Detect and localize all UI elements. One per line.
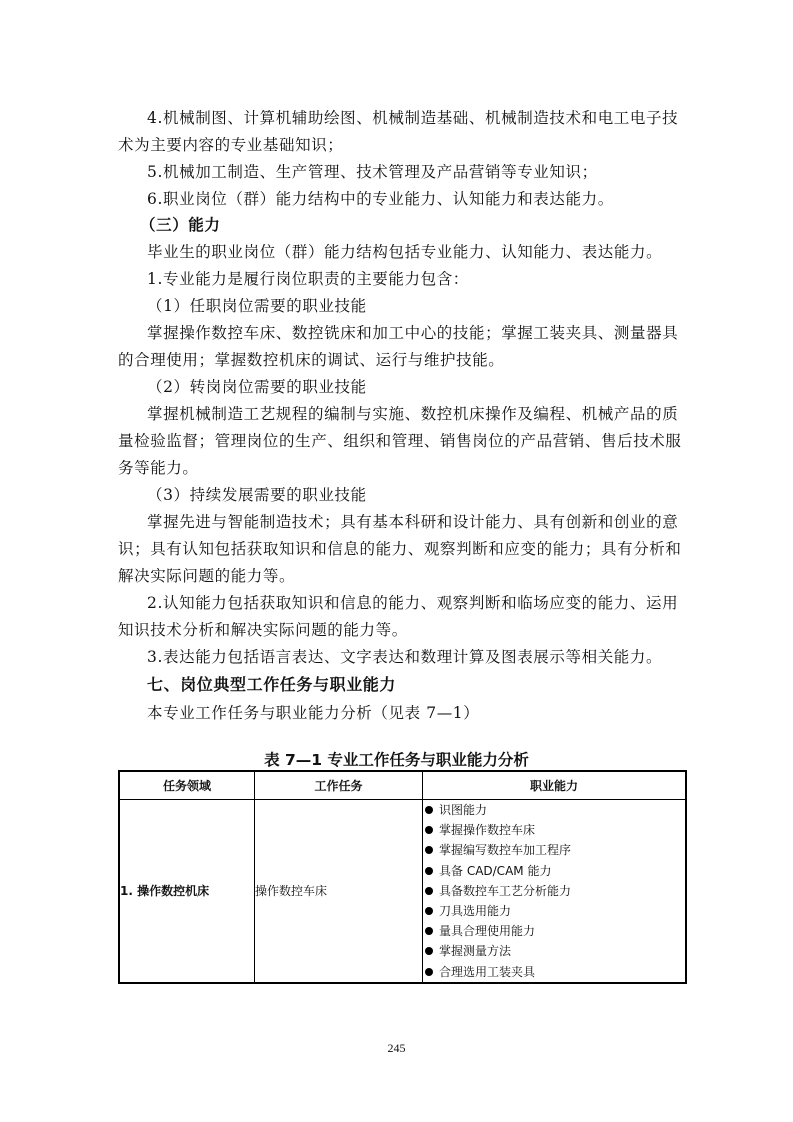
text-line: 知识技术分析和解决实际问题的能力等。 [118,621,408,639]
bullet-icon [425,947,433,955]
text-line: （2）转岗岗位需要的职业技能 [147,378,367,396]
ability-text: 掌握操作数控车床 [439,823,536,838]
text-line: 量检验监督；管理岗位的生产、组织和管理、销售岗位的产品营销、售后技术服 [118,432,682,450]
text-line: 的合理使用；掌握数控机床的调试、运行与维护技能。 [118,351,505,369]
list-item [423,901,685,921]
text-line: 术为主要内容的专业基础知识； [118,136,344,154]
ability-list [423,800,685,982]
text-line: （3）持续发展需要的职业技能 [147,486,367,504]
bullet-icon [425,826,433,834]
section-heading: 七、岗位典型工作任务与职业能力 [147,675,397,694]
cell-task-area: 1. 操作数控机床 [119,800,255,983]
bullet-icon [425,927,433,935]
list-item [423,941,685,961]
ability-text: 量具合理使用能力 [439,924,536,939]
ability-text: 具备数控车工艺分析能力 [439,883,572,898]
ability-text: 掌握测量方法 [439,944,512,959]
text-line: 2.认知能力包括获取知识和信息的能力、观察判断和临场应变的能力、运用 [147,594,679,612]
text-line: 识；具有认知包括获取知识和信息的能力、观察判断和应变的能力；具有分析和 [118,540,682,558]
task-ability-table [118,770,687,984]
list-item [423,861,685,881]
text-line: 毕业生的职业岗位（群）能力结构包括专业能力、认知能力、表达能力。 [147,243,663,261]
ability-text: 具备 CAD/CAM 能力 [439,863,552,878]
ability-text: 合理选用工装夹具 [439,964,536,979]
text-line: 4.机械制图、计算机辅助绘图、机械制造基础、机械制造技术和电工电子技 [147,109,679,127]
ability-text: 识图能力 [439,803,488,817]
ability-text: 刀具选用能力 [439,903,512,918]
cell-abilities [423,800,687,983]
header-work-task: 工作任务 [255,771,423,800]
header-vocational-ability: 职业能力 [423,771,687,800]
text-line: 掌握机械制造工艺规程的编制与实施、数控机床操作及编程、机械产品的质 [147,405,679,423]
bullet-icon [425,867,433,875]
list-item [423,840,685,860]
text-line: 1.专业能力是履行岗位职责的主要能力包含： [147,270,469,288]
list-item [423,820,685,840]
text-line: 解决实际问题的能力等。 [118,567,296,585]
list-item [423,800,685,820]
section-subheading: （三）能力 [140,215,221,234]
bullet-icon [425,887,433,895]
page-number: 245 [387,1041,406,1055]
bullet-icon [425,907,433,915]
list-item [423,921,685,941]
cell-work-task: 操作数控车床 [255,800,423,983]
ability-text: 掌握编写数控车加工程序 [439,843,572,858]
text-line: 掌握操作数控车床、数控铣床和加工中心的技能；掌握工装夹具、测量器具 [147,324,679,342]
table-caption: 表 7—1 专业工作任务与职业能力分析 [264,751,529,769]
text-line: 6.职业岗位（群）能力结构中的专业能力、认知能力和表达能力。 [147,190,614,208]
text-line: 掌握先进与智能制造技术；具有基本科研和设计能力、具有创新和创业的意 [147,513,679,531]
list-item [423,962,685,982]
text-line: 3.表达能力包括语言表达、文字表达和数理计算及图表展示等相关能力。 [147,648,663,666]
bullet-icon [425,806,433,814]
text-line: 5.机械加工制造、生产管理、技术管理及产品营销等专业知识； [147,163,598,181]
text-line: （1）任职岗位需要的职业技能 [147,297,367,315]
table-row [119,800,686,983]
text-line: 务等能力。 [118,459,199,477]
list-item [423,881,685,901]
header-task-area: 任务领域 [119,771,255,800]
bullet-icon [425,968,433,976]
bullet-icon [425,846,433,854]
table-header-row [119,771,686,800]
text-line: 本专业工作任务与职业能力分析（见表 7—1） [147,704,480,722]
